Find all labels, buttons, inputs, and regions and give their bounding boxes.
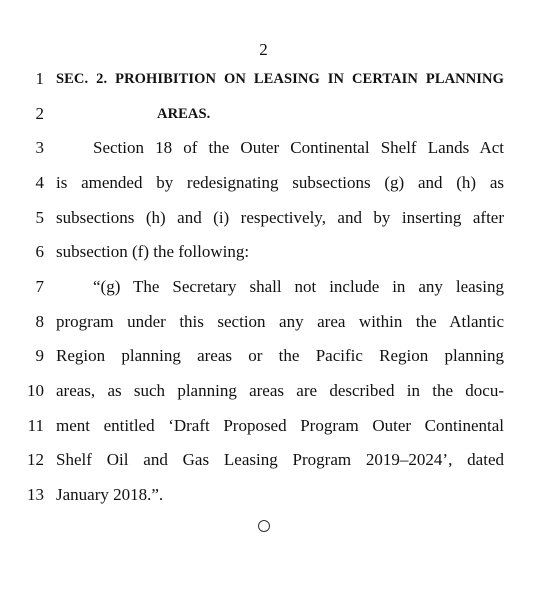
text-line bbox=[0, 414, 537, 438]
line-text: Section 18 of the Outer Continental Shelf Lands Act bbox=[93, 138, 504, 157]
line-text: January 2018.”. bbox=[56, 485, 164, 504]
text-line bbox=[0, 171, 537, 195]
text-line bbox=[0, 448, 537, 472]
line-text: subsections (h) and (i) respectively, and by inserting after bbox=[56, 208, 504, 227]
text-line bbox=[0, 136, 537, 160]
text-line bbox=[0, 240, 537, 264]
line-text: is amended by redesignating subsections (g) and (h) as bbox=[56, 173, 504, 192]
line-number: 3 bbox=[35, 138, 44, 157]
line-text: subsection (f) the following: bbox=[56, 242, 250, 261]
line-number: 8 bbox=[35, 312, 44, 331]
text-line bbox=[0, 344, 537, 368]
line-text: Shelf Oil and Gas Leasing Program 2019–2024’, dated bbox=[56, 450, 504, 469]
line-number: 12 bbox=[27, 450, 44, 469]
line-number: 1 bbox=[35, 69, 44, 88]
page-number: 2 bbox=[259, 40, 268, 59]
line-text: ment entitled ‘Draft Proposed Program Outer Continental bbox=[56, 416, 504, 435]
section-heading-continued: AREAS. bbox=[157, 106, 211, 122]
line-number: 6 bbox=[35, 242, 44, 261]
section-heading: SEC. 2. PROHIBITION ON LEASING IN CERTAIN PLANNING bbox=[56, 71, 504, 87]
text-line bbox=[0, 102, 537, 126]
end-of-document-mark bbox=[258, 520, 270, 532]
line-number: 7 bbox=[35, 277, 44, 296]
text-line bbox=[0, 483, 537, 507]
line-text: “(g) The Secretary shall not include in any leasing bbox=[93, 277, 504, 296]
text-line bbox=[0, 275, 537, 299]
text-line bbox=[0, 379, 537, 403]
line-text: areas, as such planning areas are described in the docu- bbox=[56, 381, 504, 400]
line-number: 4 bbox=[35, 173, 44, 192]
text-line bbox=[0, 310, 537, 334]
line-number: 10 bbox=[27, 381, 44, 400]
text-line bbox=[0, 206, 537, 230]
line-text: program under this section any area within the Atlantic bbox=[56, 312, 504, 331]
line-number: 13 bbox=[27, 485, 44, 504]
line-number: 5 bbox=[35, 208, 44, 227]
text-line bbox=[0, 67, 537, 91]
line-number: 9 bbox=[35, 346, 44, 365]
line-text: Region planning areas or the Pacific Region planning bbox=[56, 346, 504, 365]
line-number: 11 bbox=[27, 416, 44, 435]
line-number: 2 bbox=[35, 104, 44, 123]
